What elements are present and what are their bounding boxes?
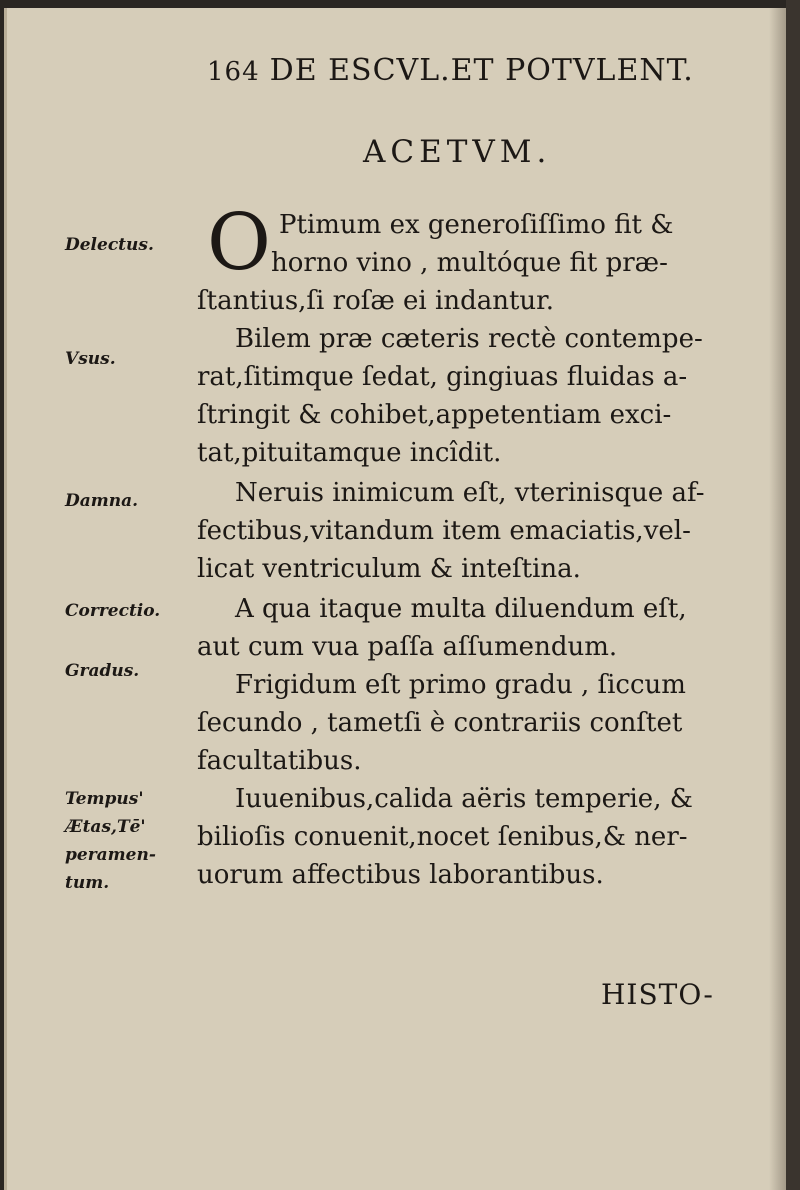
- margin-note-damna: Damna.: [65, 491, 139, 511]
- margin-note-tum: tum.: [65, 873, 110, 893]
- text-line: ſecundo , tametſi è contrariis conſtet: [197, 708, 683, 738]
- text-line: ſtantius,ſi roſæ ei indantur.: [197, 286, 554, 316]
- margin-note-gradus: Gradus.: [65, 661, 140, 681]
- margin-note-tempus: Tempus': [65, 789, 144, 809]
- text-line: ſtringit & cohibet,appetentiam exci-: [197, 400, 672, 430]
- text-line: aut cum vua paſſa aſſumendum.: [197, 632, 618, 662]
- margin-note-correctio: Correctio.: [65, 601, 161, 621]
- drop-cap: O: [207, 198, 271, 288]
- text-line: facultatibus.: [197, 746, 362, 776]
- margin-note-delectus: Delectus.: [65, 235, 154, 255]
- text-line: Neruis inimicum eſt, vterinisque af-: [235, 478, 705, 508]
- text-line: Iuuenibus,calida aëris temperie, &: [235, 784, 693, 814]
- section-title: ACETVM.: [363, 134, 552, 170]
- margin-note-usus: Vsus.: [65, 349, 116, 369]
- page-edge-shadow: [769, 8, 787, 1190]
- text-line: bilioſis conuenit,nocet ſenibus,& ner-: [197, 822, 688, 852]
- running-head: [207, 53, 767, 88]
- text-line: licat ventriculum & inteſtina.: [197, 554, 581, 584]
- margin-note-aetas: Ætas,Tē': [65, 817, 146, 837]
- text-line: Ptimum ex generoſiſſimo fit &: [279, 210, 674, 240]
- book-page: [4, 8, 787, 1190]
- text-line: Frigidum eſt primo gradu , ſiccum: [235, 670, 686, 700]
- text-line: tat,pituitamque incîdit.: [197, 438, 502, 468]
- text-line: uorum affectibus laborantibus.: [197, 860, 604, 890]
- catchword: HISTO-: [601, 978, 714, 1011]
- book-spine: [786, 0, 800, 1190]
- page-number: 164: [207, 57, 260, 87]
- text-line: A qua itaque multa diluendum eſt,: [235, 594, 687, 624]
- text-line: fectibus,vitandum item emaciatis,vel-: [197, 516, 691, 546]
- running-title: DE ESCVL.ET POTVLENT.: [269, 53, 694, 88]
- text-line: horno vino , multóque fit præ-: [271, 248, 668, 278]
- text-line: rat,ſitimque ſedat, gingiuas fluidas a-: [197, 362, 688, 392]
- text-line: Bilem præ cæteris rectè contempe-: [235, 324, 703, 354]
- margin-note-peramen: peramen-: [65, 845, 156, 865]
